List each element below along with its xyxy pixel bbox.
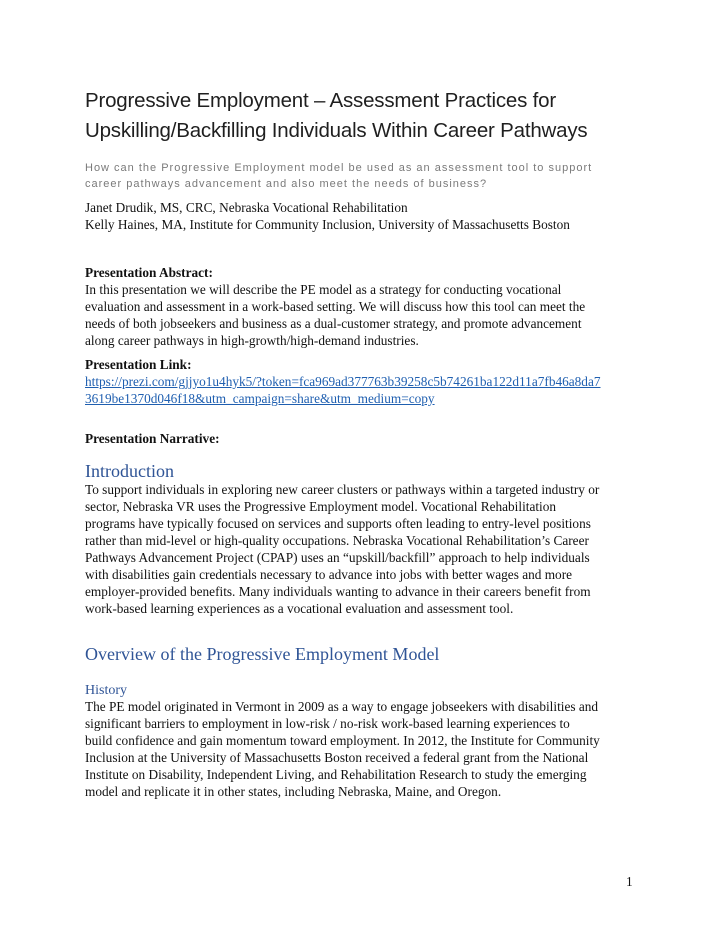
body-line: programs have typically focused on services and supports often leading to entry-level positions [85, 516, 591, 531]
page-number: 1 [626, 874, 633, 889]
body-line: Institute on Disability, Independent Living, and Rehabilitation Research to study the emerging [85, 767, 587, 782]
authors [85, 199, 645, 233]
abstract-line: needs of both jobseekers and business as a dual-customer strategy, and promote advancement [85, 316, 582, 331]
body-line: Inclusion at the University of Massachusetts Boston received a federal grant from the National [85, 750, 589, 765]
subtitle-line: How can the Progressive Employment model be used as an assessment tool to support [85, 162, 593, 174]
body-line: Pathways Advancement Project (CPAP) uses an “upskill/backfill” approach to help individuals [85, 550, 590, 565]
body-line: work-based learning experiences as a vocational evaluation and assessment tool. [85, 601, 514, 616]
history-body [85, 698, 645, 800]
abstract-line: evaluation and assessment in a work-based setting. We will discuss how this tool can meet the [85, 299, 586, 314]
history-heading: History [85, 683, 127, 698]
title-line: Upskilling/Backfilling Individuals Within Career Pathways [85, 119, 588, 142]
document-subtitle [85, 160, 645, 192]
body-line: rather than mid-level or high-quality occupations. Nebraska Vocational Rehabilitation’s Career [85, 533, 589, 548]
abstract-heading: Presentation Abstract: [85, 265, 213, 280]
abstract-line: along career pathways in high-growth/high-demand industries. [85, 333, 419, 348]
link-line[interactable]: 3619be1370d046f18&utm_campaign=share&utm_medium=copy [85, 391, 435, 406]
introduction-body [85, 481, 645, 617]
body-line: build confidence and gain momentum toward employment. In 2012, the Institute for Community [85, 733, 600, 748]
abstract-section [85, 264, 645, 349]
body-line: significant barriers to employment in low-risk / no-risk work-based learning experiences to [85, 716, 570, 731]
introduction-heading: Introduction [85, 461, 174, 481]
abstract-line: In this presentation we will describe the PE model as a strategy for conducting vocational [85, 282, 562, 297]
narrative-heading: Presentation Narrative: [85, 431, 220, 446]
presentation-link[interactable] [85, 373, 645, 407]
link-section [85, 356, 645, 407]
body-line: sector, Nebraska VR uses the Progressive Employment model. Vocational Rehabilitation [85, 499, 557, 514]
body-line: with disabilities gain credentials necessary to advance into jobs with better wages and more [85, 567, 573, 582]
subtitle-line: career pathways advancement and also meet the needs of business? [85, 178, 488, 190]
author-line: Kelly Haines, MA, Institute for Community Inclusion, University of Massachusetts Boston [85, 217, 570, 232]
link-line[interactable]: https://prezi.com/gjjyo1u4hyk5/?token=fca969ad377763b39258c5b74261ba122d11a7fb46a8da7 [85, 374, 601, 389]
title-line: Progressive Employment – Assessment Practices for [85, 89, 556, 112]
body-line: To support individuals in exploring new career clusters or pathways within a targeted industry or [85, 482, 600, 497]
body-line: model and replicate it in other states, including Nebraska, Maine, and Oregon. [85, 784, 502, 799]
body-line: employer-provided benefits. Many individuals wanting to advance in their careers benefit from [85, 584, 591, 599]
document-title [85, 86, 645, 146]
body-line: The PE model originated in Vermont in 2009 as a way to engage jobseekers with disabilities and [85, 699, 599, 714]
overview-heading: Overview of the Progressive Employment Model [85, 644, 440, 664]
author-line: Janet Drudik, MS, CRC, Nebraska Vocational Rehabilitation [85, 200, 408, 215]
link-heading: Presentation Link: [85, 357, 192, 372]
